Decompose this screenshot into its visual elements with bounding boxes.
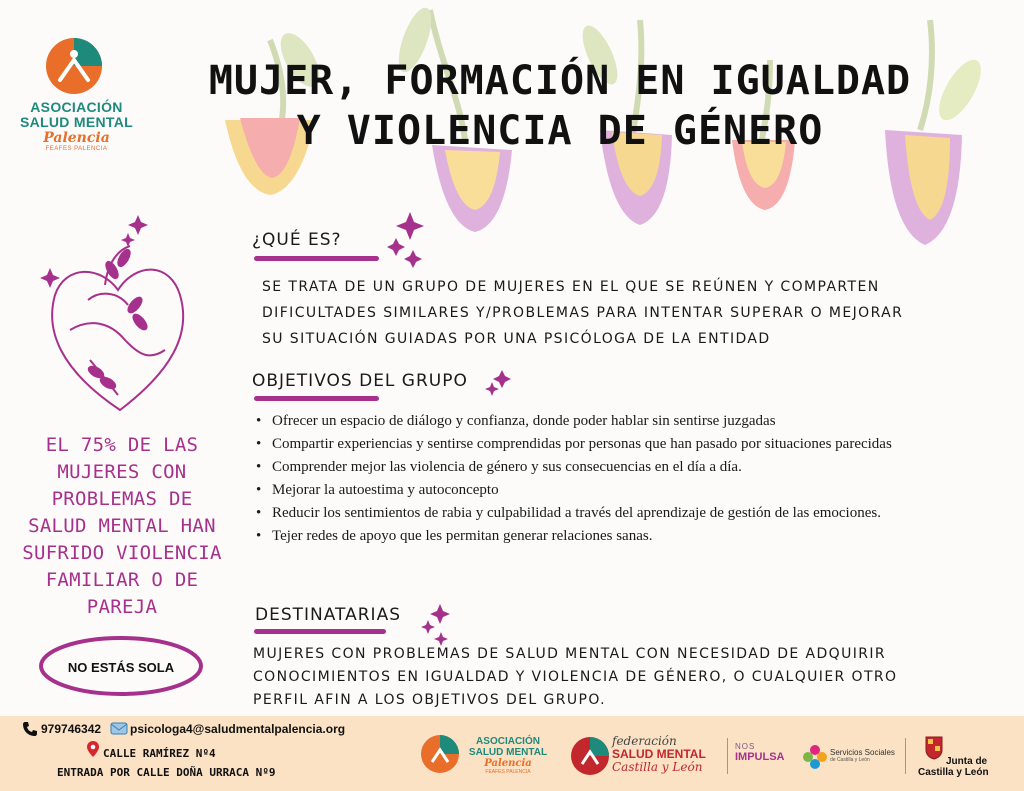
phone-icon bbox=[22, 721, 38, 737]
statistic-text bbox=[22, 432, 222, 621]
nos-line2: IMPULSA bbox=[735, 751, 785, 763]
list-item: • Ofrecer un espacio de diálogo y confianza, donde poder hablar sin sentirse juzgadas bbox=[256, 410, 956, 433]
heart-hug-illustration bbox=[52, 246, 183, 410]
address-line1: CALLE RAMÍREZ Nº4 bbox=[103, 747, 216, 760]
footer-divider bbox=[905, 738, 906, 774]
stat-line: SALUD MENTAL HAN bbox=[28, 515, 216, 537]
list-item: • Tejer redes de apoyo que les permitan generar relaciones sanas. bbox=[256, 525, 956, 548]
footer-asoc-line2: SALUD MENTAL bbox=[468, 747, 548, 758]
social-services-logo bbox=[830, 748, 900, 763]
ss-line2: de Castilla y León bbox=[830, 757, 870, 763]
social-services-logo-icon bbox=[802, 744, 828, 770]
logo-line2: SALUD MENTAL bbox=[20, 114, 133, 130]
junta-line1: Junta de bbox=[946, 756, 988, 767]
ss-line1: Servicios Sociales bbox=[830, 748, 895, 757]
destinatarias-text bbox=[253, 643, 983, 712]
federation-line1: federación bbox=[612, 734, 677, 748]
destinatarias-heading: DESTINATARIAS bbox=[255, 605, 401, 625]
footer-association-logo bbox=[462, 736, 554, 775]
junta-line2: Castilla y León bbox=[918, 767, 989, 778]
footer-asoc-line3: Palencia bbox=[484, 758, 532, 769]
list-item: • Reducir los sentimientos de rabia y culpabilidad a través del aprendizaje de gestión de las emociones. bbox=[256, 502, 956, 525]
objetivos-heading: OBJETIVOS DEL GRUPO bbox=[252, 371, 468, 391]
footer-divider bbox=[727, 738, 728, 774]
location-pin-icon bbox=[87, 741, 99, 757]
stat-line: EL 75% DE LAS bbox=[45, 434, 199, 456]
association-logo bbox=[14, 100, 139, 152]
destinatarias-line: CONOCIMIENTOS EN IGUALDAD Y VIOLENCIA DE GÉNERO, O CUALQUIER OTRO bbox=[253, 669, 898, 685]
objetivos-list bbox=[256, 410, 956, 548]
destinatarias-underline bbox=[254, 629, 386, 634]
address-line2: ENTRADA POR CALLE DOÑA URRACA Nº9 bbox=[57, 766, 276, 779]
stat-line: SUFRIDO VIOLENCIA bbox=[22, 542, 222, 564]
no-estas-sola-badge bbox=[38, 637, 204, 697]
destinatarias-line: PERFIL AFIN A LOS OBJETIVOS DEL GRUPO. bbox=[253, 692, 607, 708]
footer bbox=[0, 716, 1024, 791]
list-item: • Mejorar la autoestima y autoconcepto bbox=[256, 479, 956, 502]
que-es-line: SE TRATA DE UN GRUPO DE MUJERES EN EL QUE SE REÚNEN Y COMPARTEN bbox=[262, 279, 880, 295]
page-title bbox=[140, 56, 980, 156]
footer-asoc-line4: FEAFES PALENCIA bbox=[485, 769, 531, 775]
phone-number[interactable]: 979746342 bbox=[41, 722, 102, 736]
badge-text: NO ESTÁS SOLA bbox=[67, 659, 175, 675]
list-item: • Compartir experiencias y sentirse comprendidas por personas que han pasado por situaciones parecidas bbox=[256, 433, 956, 456]
stat-line: PAREJA bbox=[86, 596, 158, 618]
que-es-line: DIFICULTADES SIMILARES Y/PROBLEMAS PARA INTENTAR SUPERAR O MEJORAR bbox=[262, 305, 904, 321]
association-logo-icon bbox=[46, 38, 102, 94]
federation-line2: SALUD MENTAL bbox=[612, 747, 706, 761]
que-es-line: SU SITUACIÓN GUIADAS POR UNA PSICÓLOGA DE LA ENTIDAD bbox=[262, 331, 771, 347]
footer-asoc-line1: ASOCIACIÓN bbox=[476, 736, 540, 747]
stat-line: PROBLEMAS DE bbox=[51, 488, 193, 510]
junta-logo bbox=[918, 756, 1013, 778]
nos-impulsa-logo bbox=[735, 742, 795, 763]
logo-line3: Palencia bbox=[43, 130, 110, 146]
nos-line1: NOS bbox=[735, 742, 756, 751]
que-es-text bbox=[262, 274, 992, 352]
list-item: • Comprender mejor las violencia de género y sus consecuencias en el día a día. bbox=[256, 456, 956, 479]
footer-association-logo-icon bbox=[420, 734, 460, 774]
title-line2: Y VIOLENCIA DE GÉNERO bbox=[296, 108, 824, 154]
logo-line4: FEAFES PALENCIA bbox=[45, 146, 108, 152]
federation-logo-icon bbox=[570, 736, 610, 776]
destinatarias-line: MUJERES CON PROBLEMAS DE SALUD MENTAL CON NECESIDAD DE ADQUIRIR bbox=[253, 646, 887, 662]
que-es-heading: ¿QUÉ ES? bbox=[252, 230, 342, 250]
email-icon bbox=[110, 720, 128, 736]
email-address[interactable]: psicologa4@saludmentalpalencia.org bbox=[130, 722, 346, 736]
objetivos-underline bbox=[254, 396, 379, 401]
federation-logo bbox=[612, 735, 712, 774]
federation-line3: Castilla y León bbox=[612, 760, 703, 774]
stat-line: MUJERES CON bbox=[57, 461, 187, 483]
title-line1: MUJER, FORMACIÓN EN IGUALDAD bbox=[208, 58, 912, 104]
logo-line1: ASOCIACIÓN bbox=[30, 99, 123, 115]
que-es-underline bbox=[254, 256, 379, 261]
stat-line: FAMILIAR O DE bbox=[45, 569, 199, 591]
